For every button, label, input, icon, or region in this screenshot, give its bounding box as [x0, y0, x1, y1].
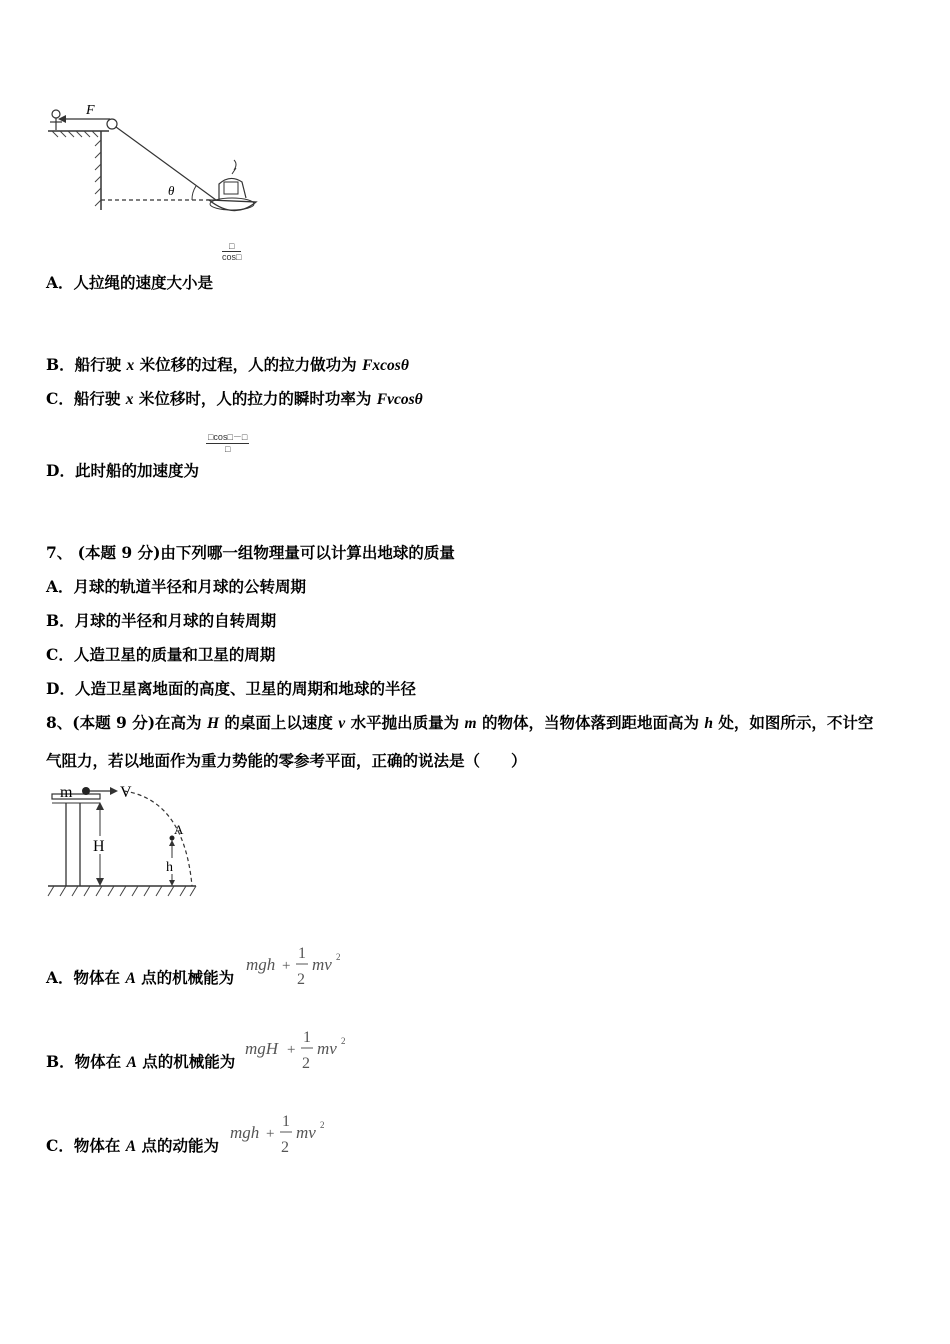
height-h-label: h [166, 860, 173, 875]
mass-label: m [60, 784, 73, 801]
option-label: C． [46, 645, 74, 664]
option-d-fraction [206, 430, 249, 454]
formula: Fvcosθ [376, 391, 423, 408]
denominator: 2 [297, 971, 305, 988]
variable: h [704, 715, 713, 732]
formula-term: mv [312, 955, 332, 974]
plus-sign: + [282, 958, 291, 974]
q7-option-a[interactable] [46, 577, 306, 597]
option-text: 月球的半径和月球的自转周期 [74, 611, 277, 630]
option-label: C． [46, 389, 74, 408]
q7-title: 7、 (本题 9 分)由下列哪一组物理量可以计算出地球的质量 [46, 543, 455, 562]
q8-option-a-formula [244, 940, 354, 990]
q8-title-line1 [46, 713, 873, 734]
plus-sign: + [287, 1042, 296, 1058]
fraction-denominator: □ [224, 444, 231, 454]
q8-text: 水平抛出质量为 [345, 713, 465, 732]
option-text: 点的机械能为 [136, 1052, 236, 1071]
q8-option-a[interactable] [46, 968, 234, 989]
variable: x [126, 357, 135, 374]
option-label: C． [46, 1136, 74, 1155]
rope-boat-figure [44, 100, 264, 225]
fraction-numerator: □cos□－□ [208, 432, 248, 442]
numerator: 1 [282, 1113, 290, 1130]
option-text: 人造卫星离地面的高度、卫星的周期和地球的半径 [74, 679, 416, 698]
option-label: B． [46, 611, 75, 630]
option-label: A． [46, 273, 74, 292]
q8-text: 8、(本题 9 分)在高为 [46, 713, 207, 732]
variable: x [125, 391, 134, 408]
q6-option-a[interactable] [46, 273, 213, 293]
option-label: A． [46, 577, 74, 596]
option-text: 点的动能为 [136, 1136, 219, 1155]
q8-option-b[interactable] [46, 1052, 235, 1073]
q8-option-c[interactable] [46, 1136, 219, 1157]
variable: A [126, 1054, 137, 1071]
option-text: 米位移的过程，人的拉力做功为 [134, 355, 363, 374]
option-text: 船行驶 [73, 389, 126, 408]
denominator: 2 [281, 1139, 289, 1156]
q6-option-d[interactable] [46, 461, 199, 481]
option-label: A． [46, 968, 74, 987]
option-label: B． [46, 355, 75, 374]
exponent: 2 [320, 1120, 325, 1130]
exponent: 2 [341, 1036, 346, 1046]
option-label: D． [46, 461, 75, 480]
q8-option-b-formula [243, 1024, 358, 1074]
fraction-numerator: □ [222, 241, 241, 252]
formula-term: mgh [230, 1123, 260, 1142]
option-label: B． [46, 1052, 75, 1071]
formula-term: mv [317, 1039, 337, 1058]
exponent: 2 [336, 952, 341, 962]
q6-option-b[interactable] [46, 355, 409, 376]
height-H-label: H [93, 838, 105, 855]
option-text: 物体在 [73, 1136, 126, 1155]
option-text: 人造卫星的质量和卫星的周期 [73, 645, 276, 664]
angle-label: θ [168, 183, 175, 198]
q8-text: 的桌面上以速度 [219, 713, 339, 732]
variable: A [125, 970, 136, 987]
variable: A [125, 1138, 137, 1155]
option-label: D． [46, 679, 75, 698]
option-text: 此时船的加速度为 [74, 461, 199, 480]
option-text: 物体在 [73, 968, 126, 987]
option-a-fraction [222, 241, 241, 262]
fraction-denominator: cos□ [222, 252, 242, 262]
q8-option-c-formula [228, 1108, 338, 1158]
formula-term: mgh [246, 955, 276, 974]
q8-text: 的物体，当物体落到距地面高为 [476, 713, 705, 732]
numerator: 1 [303, 1029, 311, 1046]
velocity-label: V [120, 784, 132, 801]
numerator: 1 [298, 945, 306, 962]
variable: m [464, 715, 477, 732]
formula-term: mgH [245, 1039, 279, 1058]
q7-option-b[interactable] [46, 611, 276, 631]
q7-option-d[interactable] [46, 679, 416, 699]
option-text: 月球的轨道半径和月球的公转周期 [73, 577, 307, 596]
q8-title-line2: 气阻力，若以地面作为重力势能的零参考平面，正确的说法是（ ） [46, 751, 527, 770]
option-text: 人拉绳的速度大小是 [73, 273, 214, 292]
formula-term: mv [296, 1123, 316, 1142]
force-label: F [86, 103, 95, 118]
q7-option-c[interactable] [46, 645, 275, 665]
plus-sign: + [266, 1126, 275, 1142]
point-A-label: A [174, 822, 184, 837]
option-text: 米位移时，人的拉力的瞬时功率为 [133, 389, 377, 408]
projectile-figure [44, 780, 204, 905]
option-text: 点的机械能为 [135, 968, 235, 987]
denominator: 2 [302, 1055, 310, 1072]
option-text: 船行驶 [74, 355, 127, 374]
option-text: 物体在 [74, 1052, 127, 1071]
variable: v [338, 715, 346, 732]
q6-option-c[interactable] [46, 389, 423, 410]
formula: Fxcosθ [362, 357, 409, 374]
variable: H [206, 715, 219, 732]
q8-text: 处，如图所示，不计空 [712, 713, 874, 732]
